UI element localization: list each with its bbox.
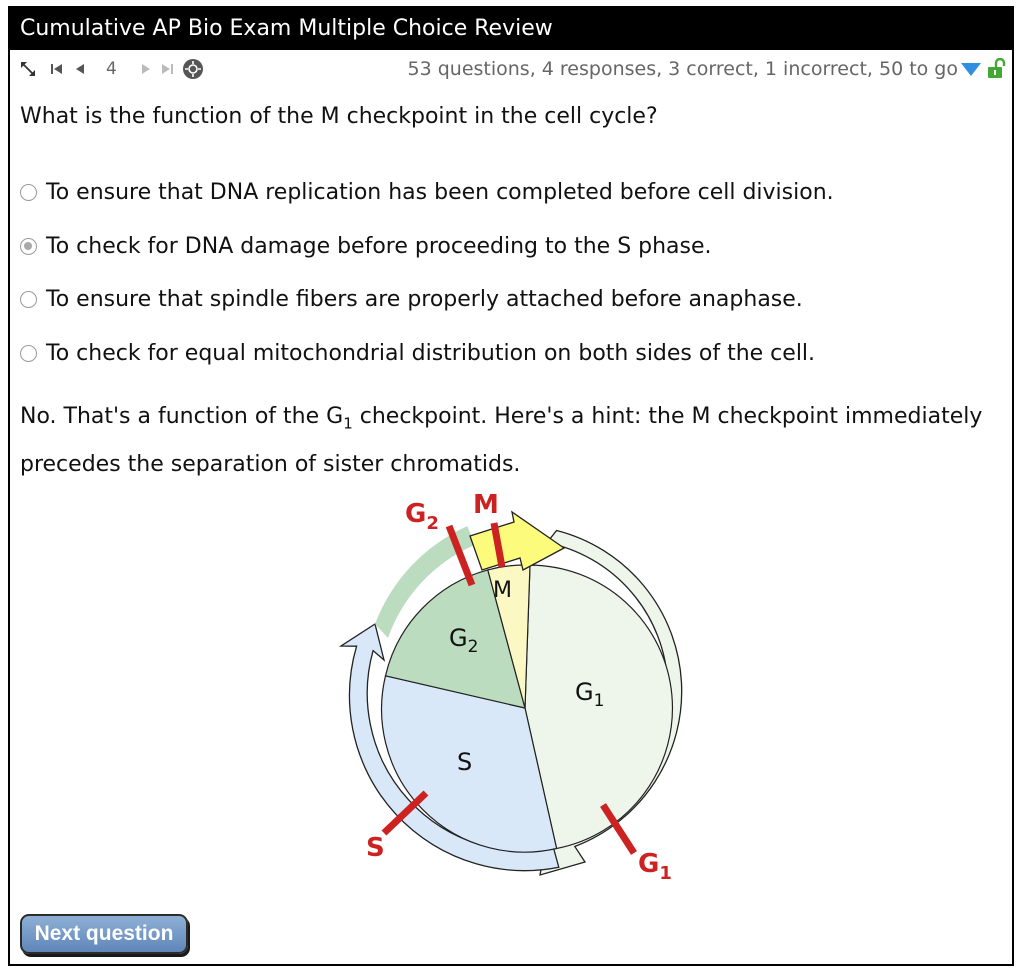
choice-label: To ensure that spindle fibers are properly attached before anaphase. [46, 287, 803, 312]
next-icon[interactable] [140, 52, 152, 86]
feedback-part2: checkpoint. Here's a hint: the M checkpoint immediately precedes the separation of sister chromatids. [20, 404, 983, 478]
choice-1[interactable] [20, 180, 834, 205]
choice-label: To ensure that DNA replication has been completed before cell division. [46, 180, 834, 205]
cell-cycle-diagram [320, 478, 720, 898]
checkpoint-label-s: S [366, 833, 385, 863]
phase-label-s: S [457, 748, 473, 776]
window-title: Cumulative AP Bio Exam Multiple Choice Review [10, 8, 1012, 50]
progress-status: 53 questions, 4 responses, 3 correct, 1 incorrect, 50 to go [407, 58, 958, 80]
choice-label: To check for equal mitochondrial distribution on both sides of the cell. [46, 341, 816, 366]
checkpoint-label-g1: $G_1$ [638, 849, 672, 884]
radio-button[interactable] [20, 184, 37, 201]
choice-2[interactable] [20, 234, 712, 259]
prev-icon[interactable] [74, 52, 86, 86]
toolbar [10, 52, 1012, 86]
feedback-part1: No. That's a function of the G [20, 404, 344, 429]
choice-3[interactable] [20, 287, 803, 312]
choice-4[interactable] [20, 341, 815, 366]
m-arrow [470, 512, 564, 570]
dropdown-icon[interactable] [960, 52, 982, 86]
phase-label-m: M [493, 578, 512, 603]
feedback-text [20, 396, 1000, 486]
next-question-button[interactable]: Next question [20, 914, 188, 954]
radio-button-selected[interactable] [20, 238, 37, 255]
phase-label-g1: $G_1$ [575, 678, 605, 711]
expand-icon[interactable] [20, 52, 36, 86]
settings-icon[interactable] [182, 52, 204, 86]
question-text: What is the function of the M checkpoint in the cell cycle? [20, 104, 658, 129]
unlock-icon[interactable] [986, 52, 1008, 86]
quiz-frame [8, 6, 1014, 966]
first-icon[interactable] [50, 52, 64, 86]
choice-label: To check for DNA damage before proceeding to the S phase. [46, 234, 712, 259]
radio-button[interactable] [20, 345, 37, 362]
last-icon[interactable] [160, 52, 174, 86]
checkpoint-label-g2: $G_2$ [405, 499, 439, 534]
feedback-subscript: 1 [343, 414, 353, 433]
checkpoint-label-m: M [473, 490, 499, 520]
page-number: 4 [106, 59, 117, 79]
phase-label-g2: $G_2$ [449, 624, 479, 657]
radio-button[interactable] [20, 291, 37, 308]
